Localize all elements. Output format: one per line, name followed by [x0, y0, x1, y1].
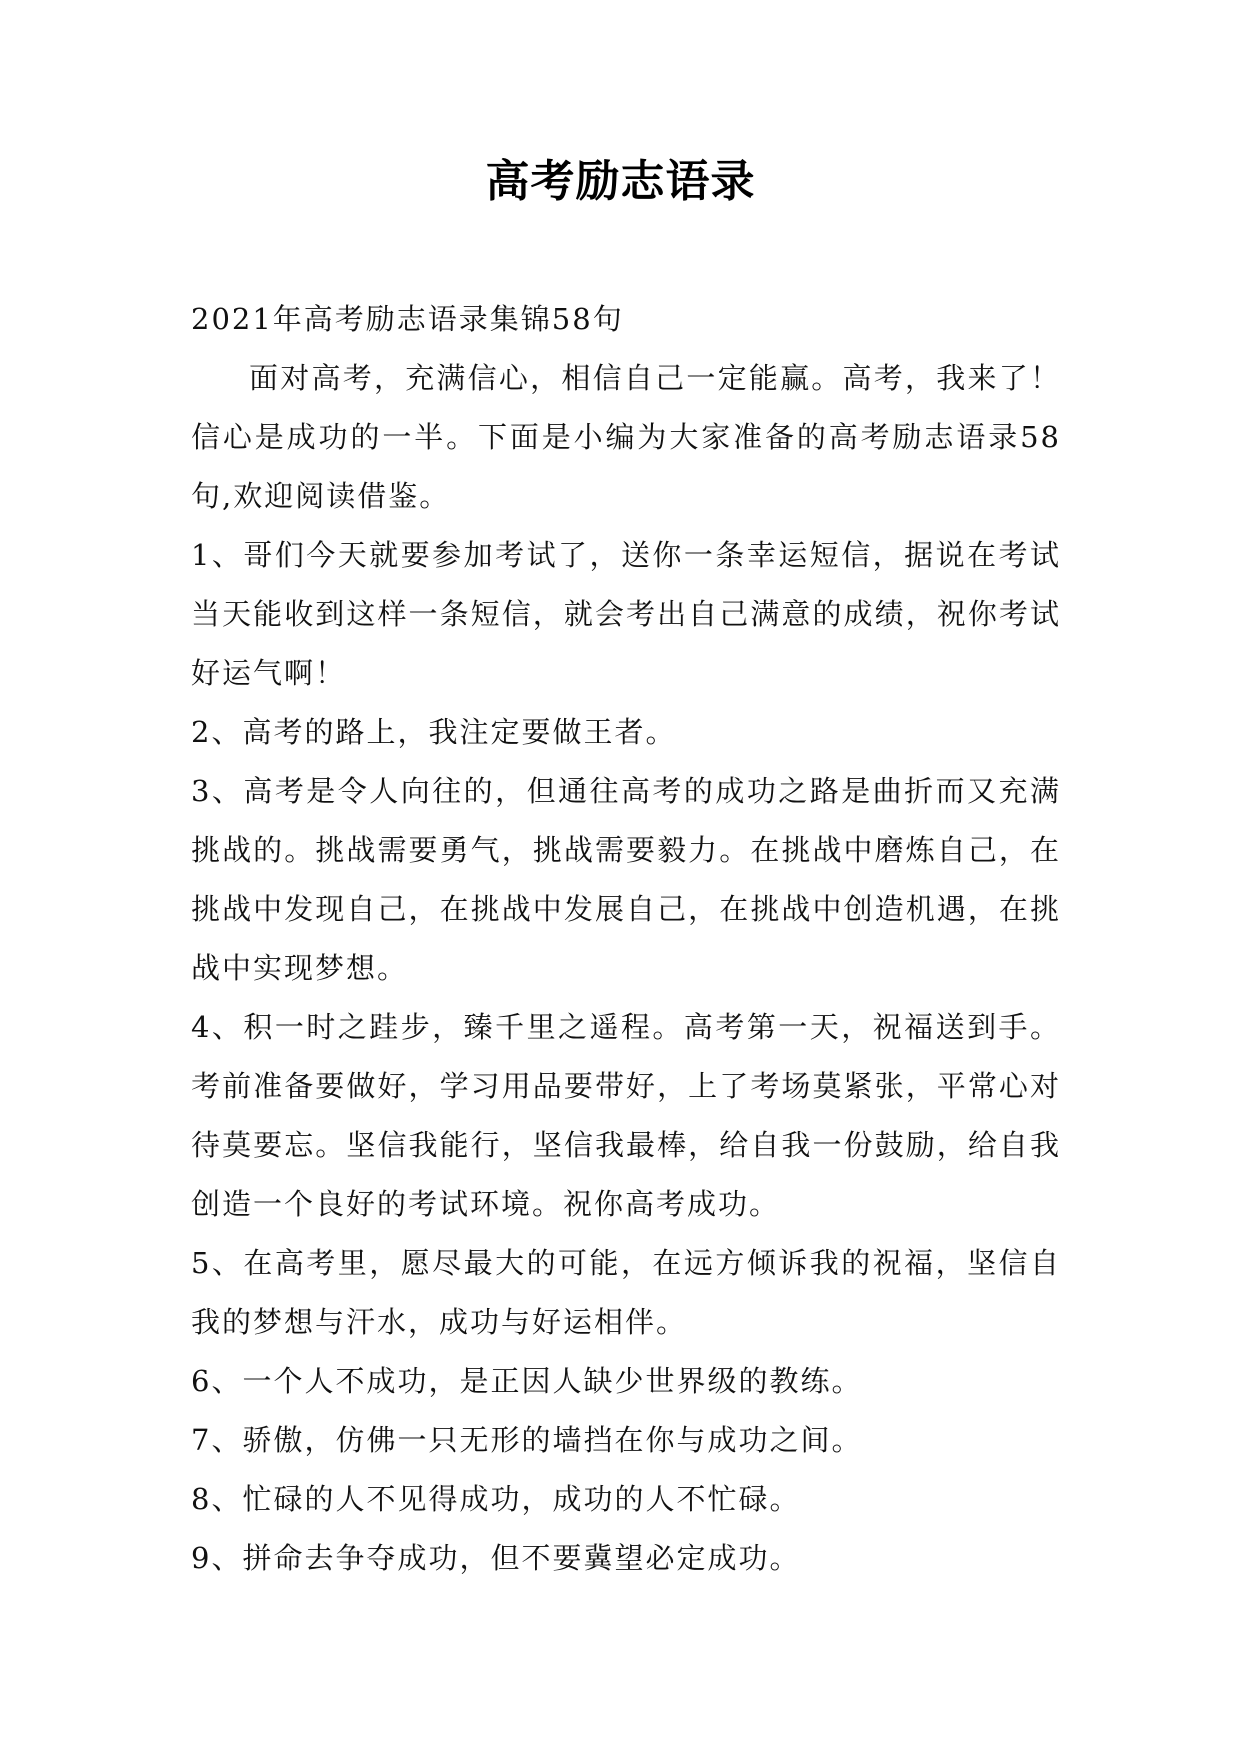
quote-item-1: 1、哥们今天就要参加考试了，送你一条幸运短信，据说在考试当天能收到这样一条短信，就会考出自己满意的成绩，祝你考试好运气啊！ [191, 538, 1061, 690]
quote-item-4: 4、积一时之跬步，臻千里之遥程。高考第一天，祝福送到手。考前准备要做好，学习用品要带好，上了考场莫紧张，平常心对待莫要忘。坚信我能行，坚信我最棒，给自我一份鼓励，给自我创造一个良好的考试环境。祝你高考成功。 [191, 1010, 1061, 1221]
quote-item-5: 5、在高考里，愿尽最大的可能，在远方倾诉我的祝福，坚信自我的梦想与汗水，成功与好运相伴。 [191, 1246, 1061, 1339]
intro-paragraph: 面对高考，充满信心，相信自己一定能赢。高考，我来了！信心是成功的一半。下面是小编为大家准备的高考励志语录58句,欢迎阅读借鉴。 [191, 361, 1061, 513]
quote-item-8: 8、忙碌的人不见得成功，成功的人不忙碌。 [191, 1482, 801, 1516]
quote-item-6: 6、一个人不成功，是正因人缺少世界级的教练。 [191, 1364, 863, 1398]
document-body [191, 290, 1061, 1588]
quote-item-9: 9、拼命去争夺成功，但不要冀望必定成功。 [191, 1541, 801, 1575]
subtitle-line: 2021年高考励志语录集锦58句 [191, 302, 624, 336]
document-title: 高考励志语录 [485, 156, 756, 207]
quote-item-2: 2、高考的路上，我注定要做王者。 [191, 715, 677, 749]
quote-item-3: 3、高考是令人向往的，但通往高考的成功之路是曲折而又充满挑战的。挑战需要勇气，挑战需要毅力。在挑战中磨炼自己，在挑战中发现自己，在挑战中发展自己，在挑战中创造机遇，在挑战中实现梦想。 [191, 774, 1061, 985]
quote-item-7: 7、骄傲，仿佛一只无形的墙挡在你与成功之间。 [191, 1423, 863, 1457]
